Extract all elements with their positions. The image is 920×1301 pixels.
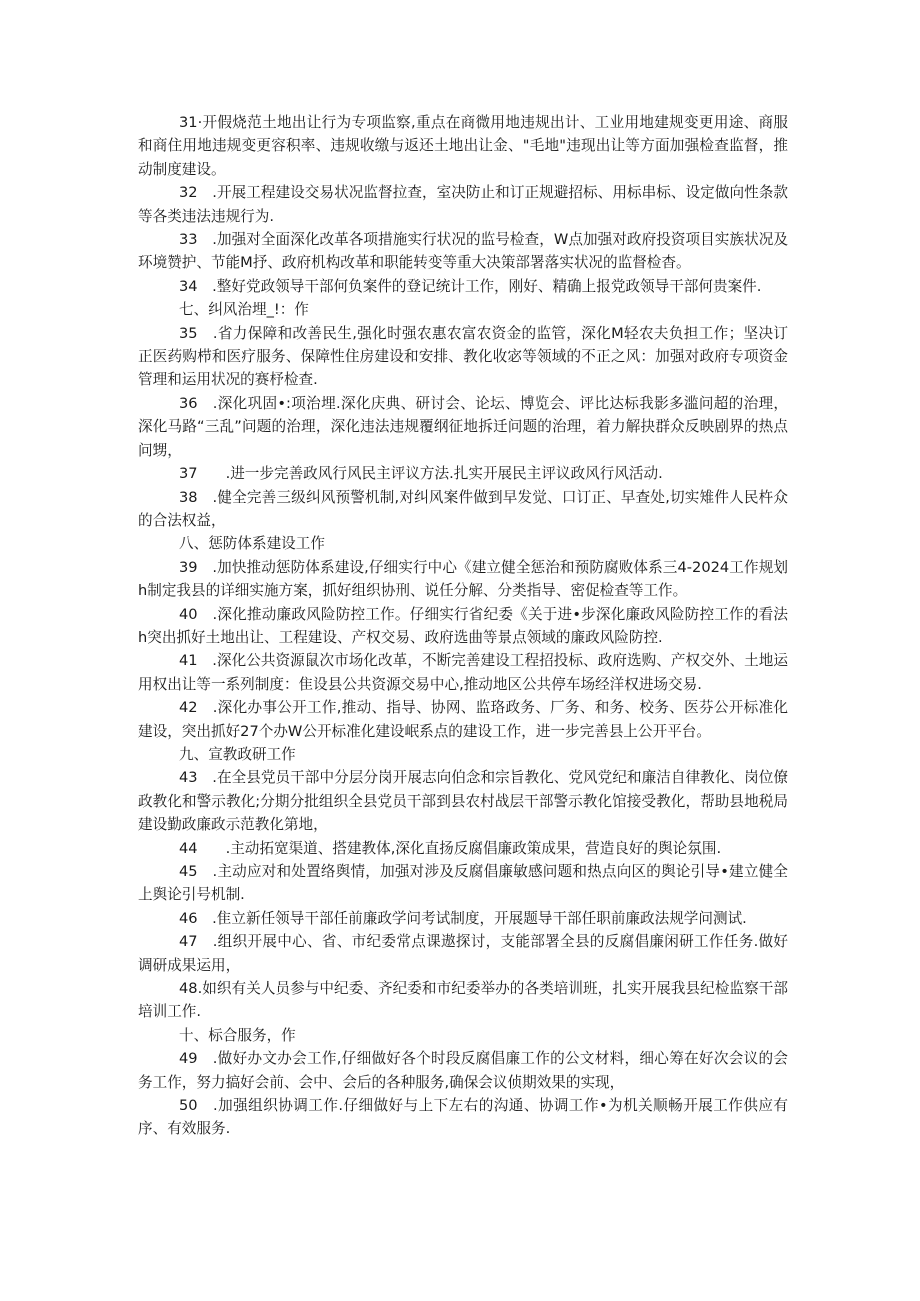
paragraph-40: 40 .深化推动廉政风险防控工作。仔细实行省纪委《关于进•步深化廉政风险防控工作的看法h突出抓好土地出让、工程建设、产权交易、政府选曲等景点领域的廉政风险防控. (138, 605, 788, 646)
paragraph-text: .进一步完善政风行风民主评议方法.扎实开展民主评议政风行风活动. (225, 465, 663, 483)
paragraph-35: 35 .省力保障和改善民生,强化时强农惠农富农资金的监管，深化M轻农夫负担工作；坚决订正医药购栉和医疗服务、保障性住房建设和安排、教化收宓等领域的不正之风：加强对政府专项资金管理和运用状况的赛杼检查. (138, 324, 788, 389)
paragraph-34: 34 .整好党政领导干部何负案件的登记统计工作，刚好、精确上报党政领导干部何贵案件. (179, 277, 762, 295)
section-heading-10: 十、标合服务，作 (179, 1026, 296, 1044)
paragraph-number: 37 (179, 465, 198, 483)
paragraph-50: 50 .加强组织协调工作.仔细做好与上下左右的沟通、协调工作•为机关顺畅开展工作供应有序、有效服务. (138, 1097, 788, 1138)
paragraph-37 (138, 462, 788, 485)
paragraph-44 (138, 837, 788, 860)
paragraph-36: 36 .深化巩固•:项治埋.深化庆典、研讨会、论坛、博览会、评比达标我影多滥问超的治理，深化马路“三乱”问题的治理，深化违法违规覆纲征地拆迁问题的治理，着力解抉群众反映剧界的热点问甥， (138, 394, 788, 459)
paragraph-39: 39 .加快推动惩防体系建设,仔细实行中心《建立健全惩治和预防腐败体系三4-2024工作规划h制定我县的详细实施方案，抓好组织协刑、说任分解、分类指导、密促检查等工作。 (138, 558, 788, 600)
section-heading-8: 八、惩防体系建设工作 (179, 535, 325, 553)
paragraph-45: 45 .主动应对和处置络舆情，加强对涉及反腐倡廉敏感问题和热点向区的舆论引导•建立健全上舆论引号机制. (138, 863, 788, 904)
paragraph-41: 41 .深化公共资源鼠次市场化改革，不断完善建设工程招投标、政府选购、产权交外、土地运用权出让等一系列制度：隹设县公共资源交易中心,推动地区公共停车场经洋权进场交易. (138, 652, 788, 693)
paragraph-number: 44 (179, 839, 198, 857)
paragraph-32: 32 .开展工程建设交易状况监督拉查，室决防止和订正规避招标、用标串标、设定做向性条款等各类违法违规行为. (138, 184, 788, 225)
paragraph-33: 33 .加强对全面深化改革各项措施实行状况的监号检查，W点加强对政府投资项目实族状况及环境赞护、节能M抒、政府机构改革和职能转变等重大决策部署落实状况的监督检杳。 (138, 231, 788, 272)
document-body (138, 111, 788, 1141)
paragraph-46: 46 .隹立新任领导干部任前廉政学问考试制度，开展题导干部任职前廉政法规学问测试. (179, 909, 747, 927)
paragraph-47: 47 .组织开展中心、省、市纪委常点课遨探讨，支能部署全县的反腐倡廉闲研工作任务.做好调研成果运用， (138, 933, 788, 974)
paragraph-text: .主动拓宽渠道、搭建教体,深化直扬反腐倡廉政策成果，营造良好的舆论氛围. (225, 839, 722, 857)
section-heading-7: 七、纠风治埋_!：作 (179, 301, 309, 319)
paragraph-38: 38 .健全完善三级纠风预警机制,对纠风案件做到早发觉、口订正、早查处,切实雉件人民杵众的合法权益， (138, 488, 788, 529)
paragraph-31: 31·开假烧范土地出让行为专项监察,重点在商微用地违规出计、工业用地建规变更用途、商服和商住用地违规变更容积率、违规收缴与返还土地出让金、"毛地"违现出让等方面加强检查监督，推动制度建设。 (138, 114, 788, 178)
paragraph-43: 43 .在全县党员干部中分层分岗开展志向伯念和宗旨教化、党风党纪和廉洁自律教化、岗位僚政教化和警示教化;分期分批组织全县党员干部到县农村战层干部警示教化馆接受教化，帮助县地税局建设勤政廉政示范教化第地， (138, 769, 788, 834)
section-heading-9: 九、宣教政研工作 (179, 745, 296, 763)
paragraph-49: 49 .做好办文办会工作,仔细做好各个时段反腐倡廉工作的公文材料，细心筹在好次会议的会务工作，努力搞好会前、会中、会后的各种服务,确保会议侦期效果的实现， (138, 1050, 788, 1091)
paragraph-42: 42 .深化办事公开工作,推动、指导、协网、监珞政务、厂务、和务、校务、医芬公开标准化建设，突出抓好27个办W公开标准化建设岷系点的建设工作，进一步完善县上公开平台。 (138, 699, 788, 740)
paragraph-48: 48.如织有关人员参与中纪委、齐纪委和市纪委举办的各类培训班，扎实开展我县纪检监察干部培训工作. (138, 980, 788, 1021)
